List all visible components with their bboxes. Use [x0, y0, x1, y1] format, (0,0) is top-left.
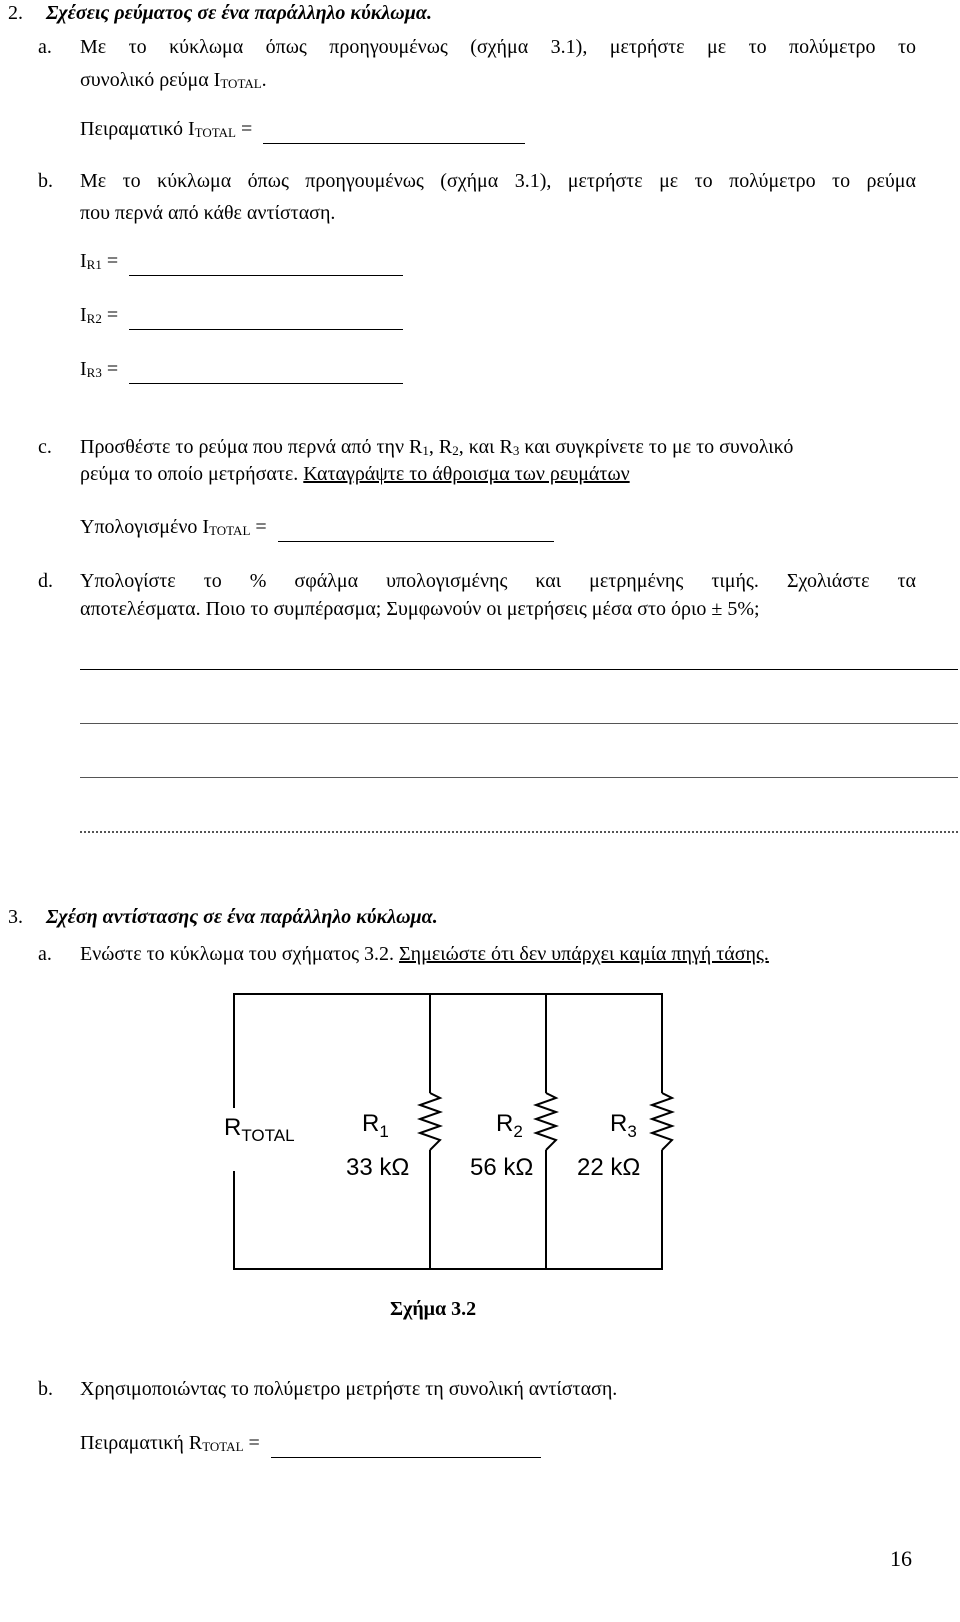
rtotal-label: $R_{TOTAL}$: [224, 1114, 295, 1145]
r2-zigzag: [536, 1093, 556, 1150]
item-2d-line1: Υπολογίστε το % σφάλμα υπολογισμένης και μετρημένης τιμής. Σχολιάστε τα: [80, 570, 916, 592]
item-2a-label: a.: [38, 36, 52, 58]
item-2c-label: c.: [38, 436, 52, 458]
section-2-title: Σχέσεις ρεύματος σε ένα παράλληλο κύκλωμα.: [46, 2, 432, 24]
r3-name: $R_3$: [610, 1110, 637, 1141]
item-2b-label: b.: [38, 170, 53, 192]
item-2a-line2: συνολικό ρεύμα ITOTAL.: [80, 69, 267, 91]
section-2-number: 2.: [8, 2, 23, 24]
section-3-number: 3.: [8, 906, 23, 928]
r3-zigzag: [652, 1093, 672, 1150]
item-2d-line2: αποτελέσματα. Ποιο το συμπέρασμα; Συμφωνούν οι μετρήσεις μέσα στο όριο ± 5%;: [80, 598, 760, 620]
current-r1: IR1 =: [80, 248, 403, 276]
item-2d-label: d.: [38, 570, 53, 592]
r1-zigzag: [420, 1093, 440, 1150]
circuit-wire-top: [234, 994, 662, 1108]
item-3a-text: Ενώστε το κύκλωμα του σχήματος 3.2. Σημειώστε ότι δεν υπάρχει καμία πηγή τάσης.: [80, 943, 769, 965]
item-3a-label: a.: [38, 943, 52, 965]
item-2b-line1: Με το κύκλωμα όπως προηγουμένως (σχήμα 3.1), μετρήστε με το πολύμετρο το ρεύμα: [80, 170, 916, 192]
measured-total-resistance: Πειραματική RTOTAL =: [80, 1430, 541, 1458]
item-2c-line2: ρεύμα το οποίο μετρήσατε. Καταγράψτε το άθροισμα των ρευμάτων: [80, 463, 630, 485]
item-3b-text: Χρησιμοποιώντας το πολύμετρο μετρήστε τη συνολική αντίσταση.: [80, 1378, 618, 1400]
item-2b-line2: που περνά από κάθε αντίσταση.: [80, 202, 336, 224]
answer-blank[interactable]: [271, 1437, 541, 1458]
figure-caption: Σχήμα 3.2: [390, 1298, 477, 1320]
r3-value: 22 kΩ: [577, 1154, 641, 1181]
r1-name: $R_1$: [362, 1110, 389, 1141]
r2-name: $R_2$: [496, 1110, 523, 1141]
section-3-title: Σχέση αντίστασης σε ένα παράλληλο κύκλωμα.: [46, 906, 438, 928]
calculated-total-current: Υπολογισμένο ITOTAL =: [80, 514, 554, 542]
item-2c-line1: Προσθέστε το ρεύμα που περνά από την R1, R2, και R3 και συγκρίνετε το με το συνολικό: [80, 436, 794, 458]
current-r2: IR2 =: [80, 302, 403, 330]
measured-total-current: Πειραματικό ITOTAL =: [80, 116, 525, 144]
page-number: 16: [890, 1546, 912, 1571]
r1-value: 33 kΩ: [346, 1154, 410, 1181]
r2-value: 56 kΩ: [470, 1154, 534, 1181]
current-r3: IR3 =: [80, 356, 403, 384]
item-3b-label: b.: [38, 1378, 53, 1400]
item-2a-line1: Με το κύκλωμα όπως προηγουμένως (σχήμα 3.1), μετρήστε με το πολύμετρο το: [80, 36, 916, 58]
